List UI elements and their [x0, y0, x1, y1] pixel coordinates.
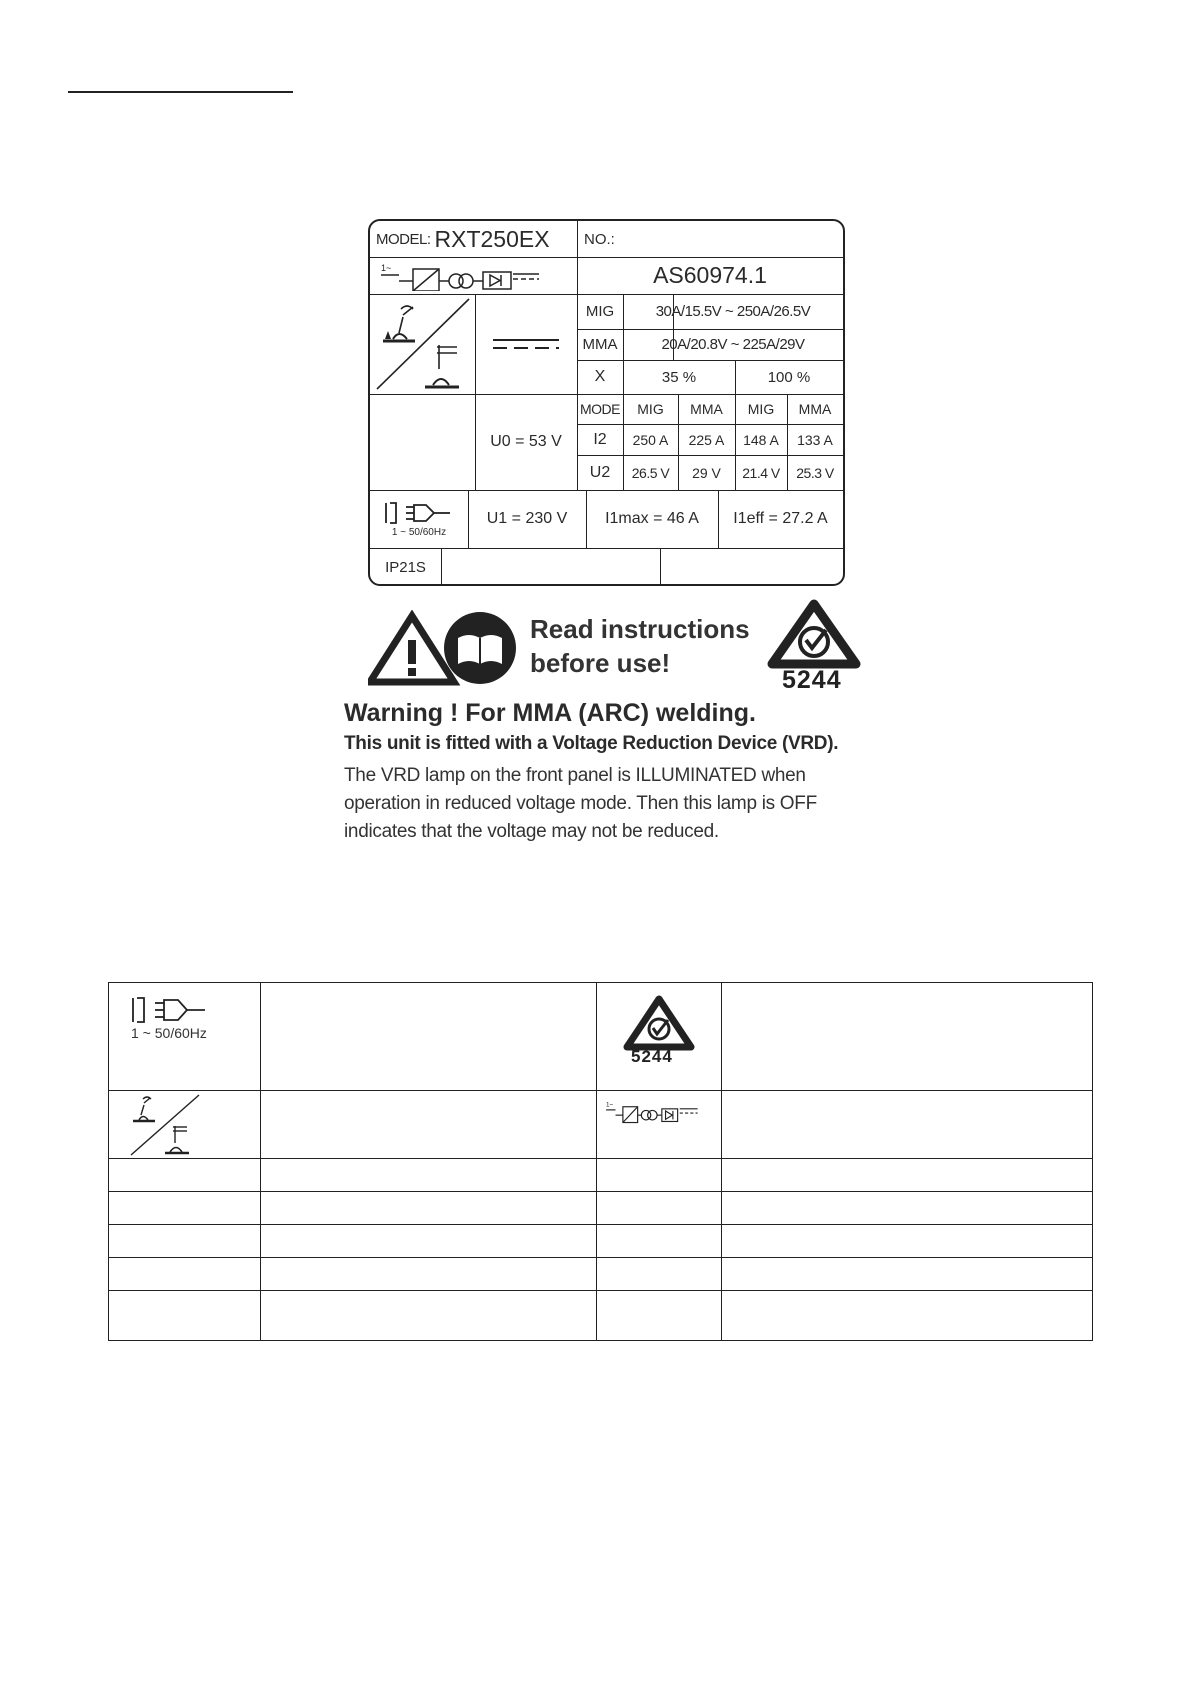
table-cell — [261, 1258, 597, 1291]
table-row — [109, 1225, 1093, 1258]
i2-value: 148 A — [743, 431, 779, 448]
svg-text:1~: 1~ — [380, 262, 391, 273]
heading-underline — [68, 91, 293, 93]
u2-label: U2 — [589, 463, 611, 481]
rcm-number: 5244 — [782, 666, 842, 694]
rcm-mark — [760, 596, 868, 701]
mig-mma-welding-icon — [129, 1093, 201, 1157]
table-cell — [261, 1192, 597, 1225]
table-cell — [261, 1225, 597, 1258]
warning-title: Warning ! For MMA (ARC) welding. — [344, 699, 756, 727]
table-cell — [261, 1291, 597, 1341]
table-cell — [597, 983, 722, 1091]
table-cell — [597, 1291, 722, 1341]
warning-body-line: operation in reduced voltage mode. Then this lamp is OFF — [344, 793, 817, 814]
table-row — [109, 1291, 1093, 1341]
i2-value: 133 A — [797, 431, 833, 448]
table-cell — [597, 1091, 722, 1159]
mig-mma-welding-icon — [370, 294, 475, 394]
table-cell — [261, 1159, 597, 1192]
plug-icon — [131, 995, 211, 1025]
effective-supply-current: I1eff = 27.2 A — [733, 510, 828, 527]
plug-icon — [384, 501, 454, 525]
table-cell — [722, 1225, 1093, 1258]
u2-value: 29 V — [692, 464, 721, 481]
symbols-table — [108, 982, 1093, 1341]
i2-label: I2 — [593, 430, 607, 448]
read-line-2: before use! — [530, 648, 671, 678]
inverter-diagram-icon — [370, 257, 577, 294]
serial-number-label: NO.: — [584, 230, 615, 248]
table-row — [109, 983, 1093, 1091]
table-cell — [109, 1192, 261, 1225]
table-cell — [109, 1159, 261, 1192]
u2-value: 26.5 V — [631, 464, 670, 481]
table-cell — [261, 1091, 597, 1159]
range-label: MMA — [582, 336, 618, 353]
table-cell — [722, 1091, 1093, 1159]
table-cell — [109, 1291, 261, 1341]
warning-body-line: indicates that the voltage may not be reduced. — [344, 821, 719, 842]
warning-body — [344, 762, 904, 846]
standard-cell — [577, 257, 843, 294]
table-cell — [722, 1291, 1093, 1341]
mains-label: 1 ~ 50/60Hz — [131, 1025, 207, 1041]
table-cell — [597, 1258, 722, 1291]
table-row — [109, 1192, 1093, 1225]
table-cell — [597, 1159, 722, 1192]
table-cell — [722, 983, 1093, 1091]
duty-cycle-value: 100 % — [767, 368, 811, 386]
table-cell — [597, 1192, 722, 1225]
rating-plate — [368, 219, 845, 586]
u2-value: 25.3 V — [796, 464, 834, 481]
supply-voltage: U1 = 230 V — [486, 510, 568, 527]
inverter-diagram-icon — [605, 1099, 705, 1125]
table-row — [109, 1159, 1093, 1192]
range-value: 20A/20.8V ~ 225A/29V — [661, 336, 805, 353]
warning-body-line: The VRD lamp on the front panel is ILLUMINATED when — [344, 765, 806, 786]
range-label: MIG — [585, 303, 615, 320]
table-cell — [109, 1225, 261, 1258]
table-cell — [109, 983, 261, 1091]
svg-text:1~: 1~ — [606, 1101, 614, 1109]
table-cell — [109, 1258, 261, 1291]
i2-value: 225 A — [688, 431, 725, 448]
mode-header: MMA — [690, 401, 723, 417]
mains-supply-cell — [370, 490, 468, 548]
standard-value: AS60974.1 — [653, 262, 767, 288]
read-instructions-text — [530, 612, 750, 680]
mode-header: MIG — [747, 401, 775, 417]
table-cell — [722, 1192, 1093, 1225]
model-value: RXT250EX — [434, 225, 550, 252]
warning-subtitle: This unit is fitted with a Voltage Reduction Device (VRD). — [344, 733, 839, 754]
read-line-1: Read instructions — [530, 614, 750, 644]
table-row — [109, 1258, 1093, 1291]
mode-header: MIG — [637, 401, 664, 417]
mode-header: MMA — [798, 401, 832, 417]
warning-icons — [368, 610, 518, 691]
table-cell — [722, 1159, 1093, 1192]
table-cell — [261, 983, 597, 1091]
no-load-voltage: U0 = 53 V — [490, 433, 562, 450]
model-label: MODEL: — [376, 230, 431, 248]
rcm-number: 5244 — [631, 1047, 673, 1066]
table-cell — [109, 1091, 261, 1159]
i2-value: 250 A — [632, 431, 669, 448]
table-cell — [597, 1225, 722, 1258]
duty-cycle-value: 35 % — [661, 368, 697, 386]
max-supply-current: I1max = 46 A — [605, 510, 699, 527]
rcm-mark — [619, 993, 699, 1079]
mains-label: 1 ~ 50/60Hz — [391, 526, 447, 538]
duty-cycle-label: X — [594, 368, 606, 385]
model-cell — [372, 221, 577, 257]
table-cell — [722, 1258, 1093, 1291]
ip-rating: IP21S — [385, 558, 426, 576]
table-row — [109, 1091, 1093, 1159]
u2-value: 21.4 V — [742, 464, 780, 481]
serial-number-cell — [577, 221, 843, 257]
range-value: 30A/15.5V ~ 250A/26.5V — [655, 303, 811, 320]
dc-output-icon — [475, 294, 577, 394]
mode-header: MODE — [580, 401, 620, 417]
